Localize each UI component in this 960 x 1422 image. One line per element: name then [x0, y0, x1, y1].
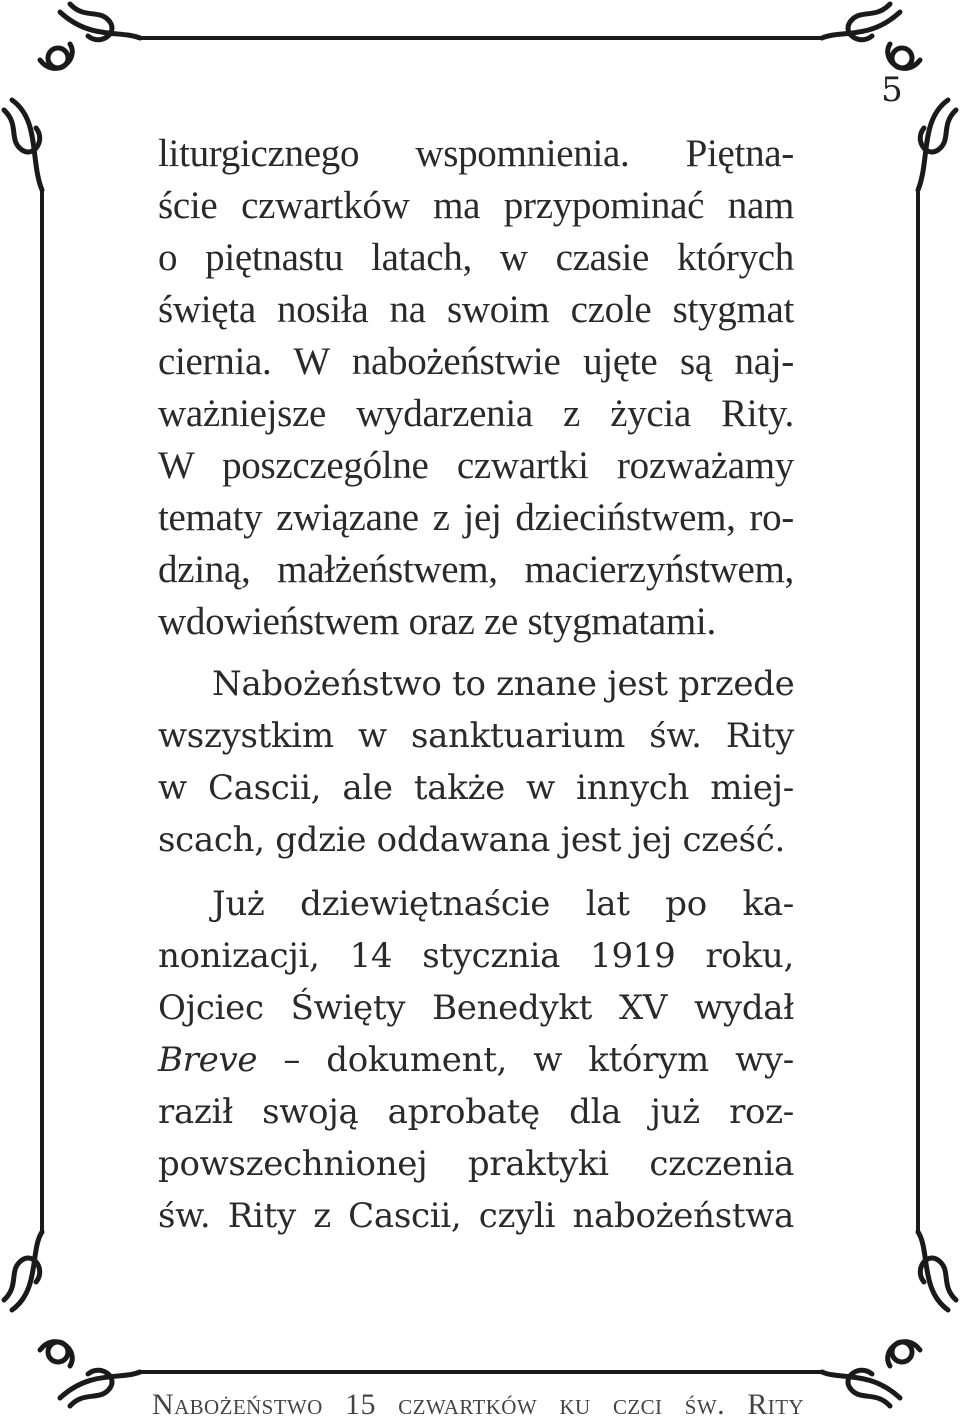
flourish-top-left-icon	[4, 4, 140, 190]
text-line: w Cascii, ale także w innych miej-	[158, 768, 794, 808]
page-number: 5	[881, 70, 903, 110]
text-line: raził swoją aprobatę dla już roz-	[158, 1092, 794, 1132]
text-line: święta nosiła na swoim czole stygmat	[158, 288, 794, 331]
text-span: – dokument, w którym wy-	[257, 1040, 794, 1080]
paragraph-3	[158, 878, 794, 1242]
text-line: ście czwartków ma przypominać nam	[158, 184, 794, 227]
text-line: Już dziewiętnaście lat po ka-	[212, 884, 794, 924]
body-text	[158, 128, 794, 1242]
text-line: ważniejsze wydarzenia z życia Rity.	[158, 392, 794, 435]
text-line: Nabożeństwo to znane jest przede	[212, 664, 795, 704]
text-line	[158, 1034, 794, 1086]
running-footer: Nabożeństwo 15 czwartków ku czci św. Rity	[152, 1388, 804, 1421]
italic-term: Breve	[158, 1040, 258, 1080]
text-line: ciernia. W nabożeństwie ujęte są naj-	[158, 340, 794, 383]
text-line: tematy związane z jej dzieciństwem, ro-	[158, 496, 794, 539]
text-line: W poszczególne czwartki rozważamy	[158, 444, 794, 487]
text-line: nonizacji, 14 stycznia 1919 roku,	[158, 936, 794, 976]
flourish-bottom-left-icon	[4, 1232, 140, 1406]
paragraph-2	[158, 658, 794, 866]
flourish-bottom-right-icon	[822, 1232, 956, 1406]
text-line: św. Rity z Cascii, czyli nabożeństwa	[158, 1196, 794, 1236]
text-line: powszechnionej praktyki czczenia	[158, 1144, 794, 1184]
text-line: wdowieństwem oraz ze stygmatami.	[158, 600, 716, 643]
text-line: wszystkim w sanktuarium św. Rity	[158, 716, 794, 756]
text-line: scach, gdzie oddawana jest jej cześć.	[158, 820, 786, 860]
text-line: o piętnastu latach, w czasie których	[158, 236, 794, 279]
text-line: Ojciec Święty Benedykt XV wydał	[158, 988, 794, 1028]
text-line: dziną, małżeństwem, macierzyństwem,	[158, 548, 794, 591]
text-line: liturgicznego wspomnienia. Piętna-	[158, 132, 794, 175]
paragraph-1	[158, 128, 794, 648]
